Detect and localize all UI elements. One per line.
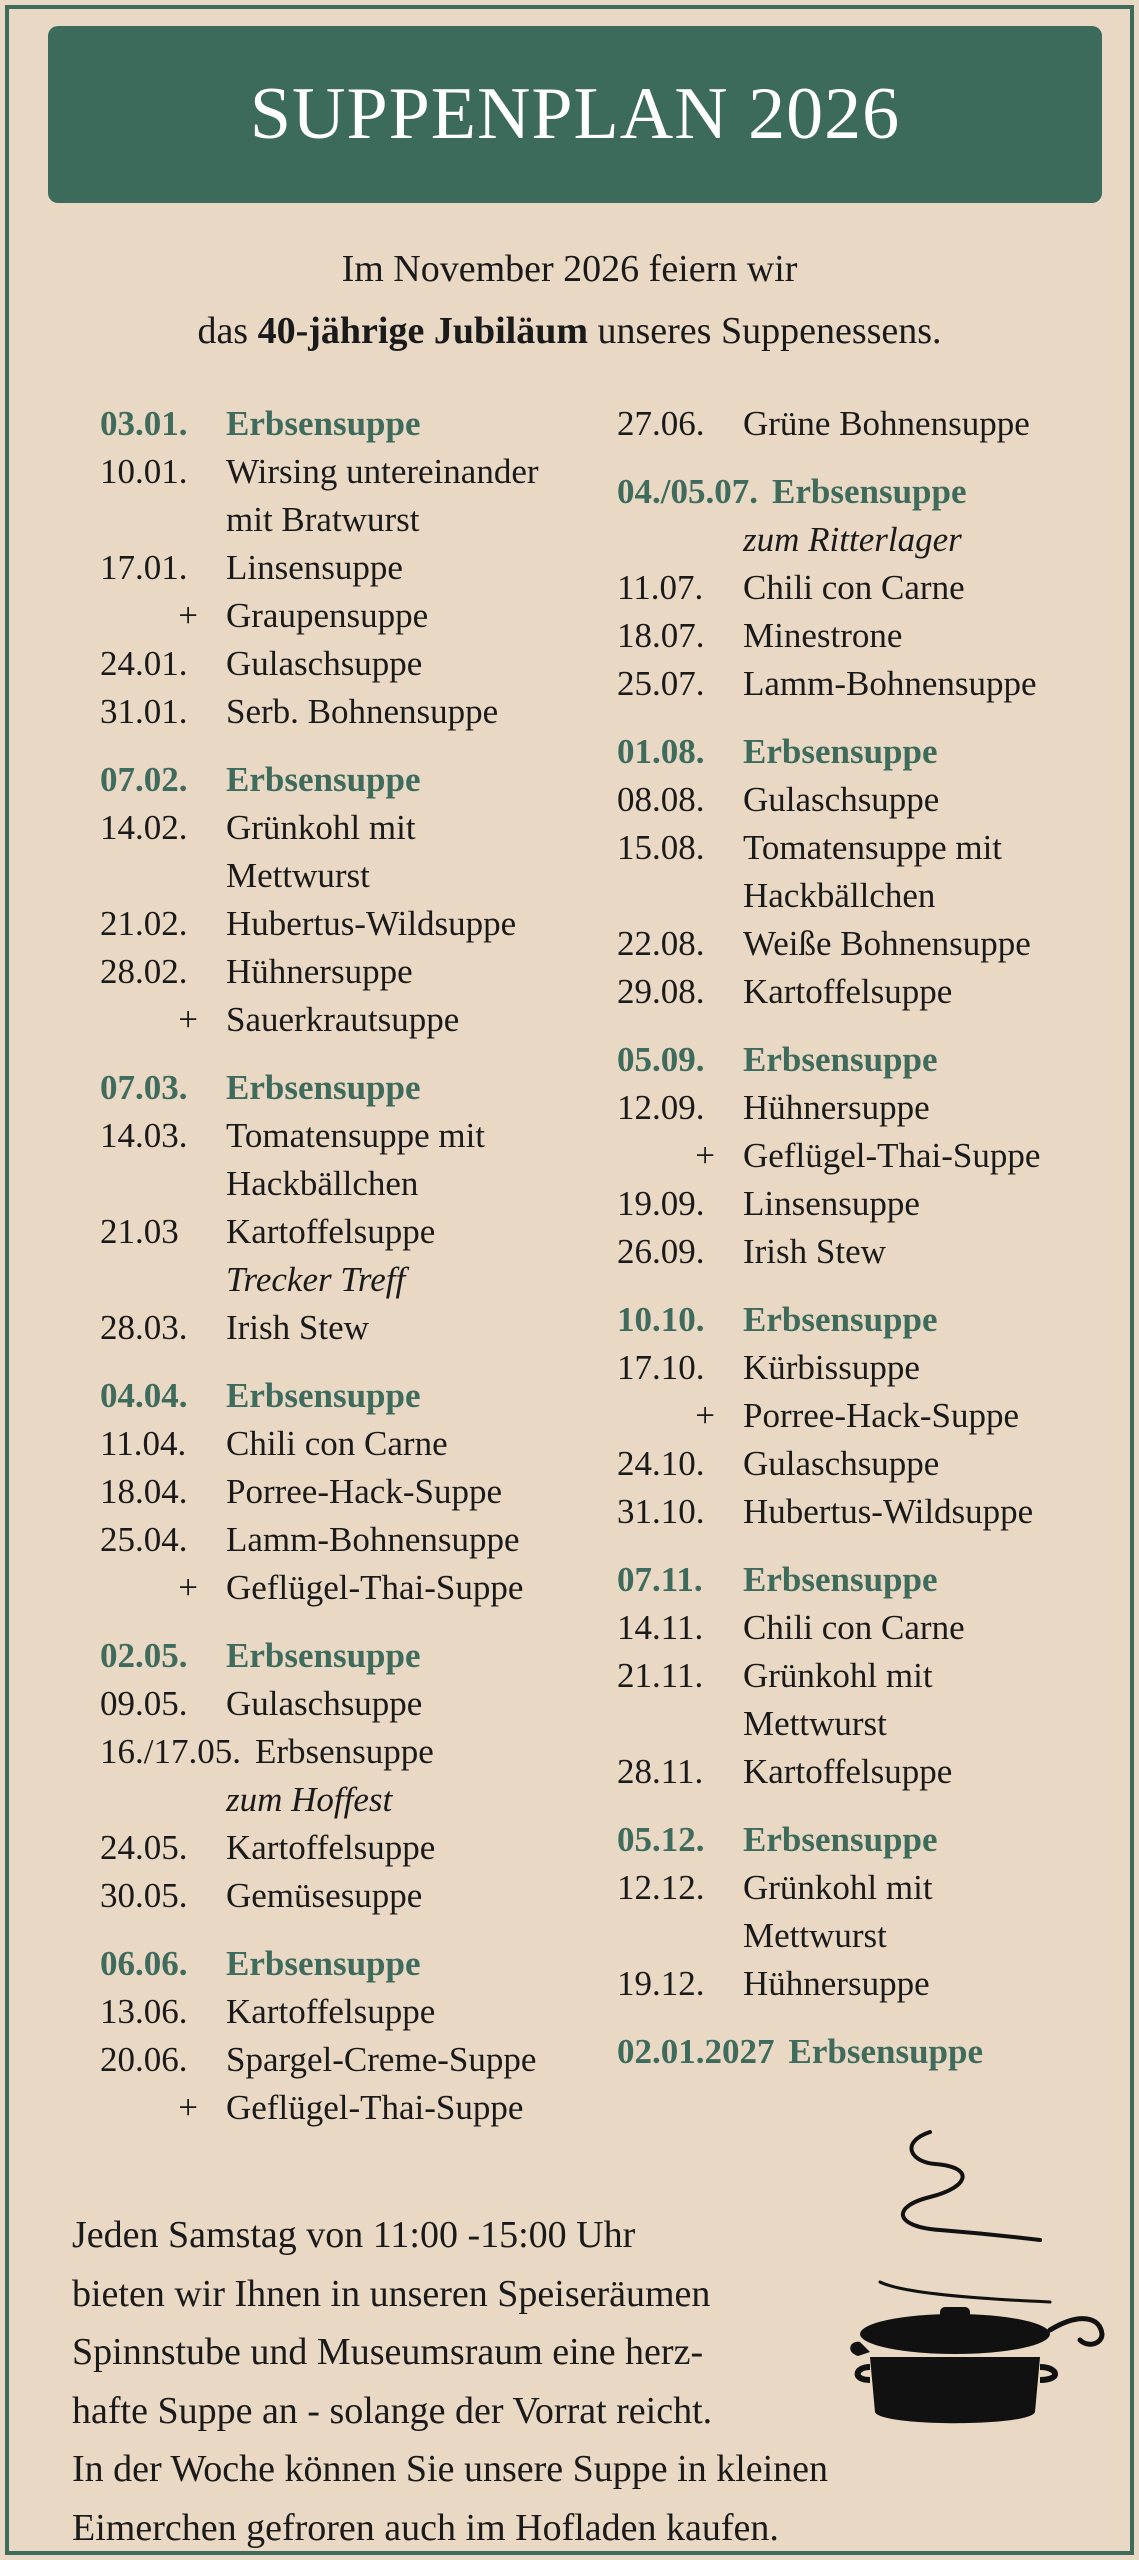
schedule-row xyxy=(617,1084,1127,1132)
schedule-row xyxy=(100,1256,620,1304)
schedule-date: 28.02. xyxy=(100,952,188,991)
schedule-date xyxy=(100,1256,226,1304)
soup-name: Erbsensuppe xyxy=(226,1376,421,1415)
schedule-date: 28.03. xyxy=(100,1308,188,1347)
soup-name: Wirsing untereinander xyxy=(226,452,539,491)
month-block xyxy=(617,1816,1127,2008)
schedule-date xyxy=(100,1776,226,1824)
month-block xyxy=(617,1036,1127,1276)
soup-name: Hühnersuppe xyxy=(743,1964,930,2003)
plus-marker: + xyxy=(695,1136,715,1175)
schedule-date: 09.05. xyxy=(100,1684,188,1723)
soup-name: Kürbissuppe xyxy=(743,1348,920,1387)
schedule-row-highlight xyxy=(100,1940,620,1988)
plus-marker: + xyxy=(695,1396,715,1435)
soup-name: Linsensuppe xyxy=(226,548,403,587)
schedule-date: 25.04. xyxy=(100,1520,188,1559)
schedule-date: 29.08. xyxy=(617,972,705,1011)
schedule-row xyxy=(617,1228,1127,1276)
schedule-row-highlight xyxy=(100,1372,620,1420)
month-block xyxy=(100,1632,620,1920)
schedule-date: 11.04. xyxy=(100,1424,187,1463)
schedule-date xyxy=(617,872,743,920)
schedule-date: 31.01. xyxy=(100,692,188,731)
intro-line-2-post: unseres Suppenessens. xyxy=(588,310,942,352)
plus-marker: + xyxy=(178,1568,198,1607)
schedule-row xyxy=(617,968,1127,1016)
schedule-row xyxy=(100,1564,620,1612)
schedule-date: 21.11. xyxy=(617,1656,704,1695)
schedule-date: 04./05.07. xyxy=(617,472,758,511)
event-note: zum Ritterlager xyxy=(743,520,962,559)
schedule-row-highlight xyxy=(617,1816,1127,1864)
month-block xyxy=(100,1940,620,2132)
schedule-row xyxy=(100,688,620,736)
event-note: Trecker Treff xyxy=(226,1260,406,1299)
schedule-date: 25.07. xyxy=(617,664,705,703)
schedule-row xyxy=(617,1864,1127,1912)
soup-name: Erbsensuppe xyxy=(743,732,938,771)
soup-name: Tomatensuppe mit xyxy=(226,1116,486,1155)
schedule-date: 28.11. xyxy=(617,1752,704,1791)
soup-name: Erbsensuppe xyxy=(771,472,967,511)
soup-name: Erbsensuppe xyxy=(226,404,421,443)
schedule-row xyxy=(100,496,620,544)
schedule-date: 21.02. xyxy=(100,904,188,943)
schedule-row xyxy=(100,1988,620,2036)
event-note: zum Hoffest xyxy=(226,1780,393,1819)
schedule-row-highlight xyxy=(100,756,620,804)
soup-name: Grünkohl mit xyxy=(226,808,416,847)
schedule-date: 12.09. xyxy=(617,1088,705,1127)
plus-marker: + xyxy=(178,1000,198,1039)
schedule-row-highlight xyxy=(617,2028,1127,2076)
soup-name: Mettwurst xyxy=(226,856,370,895)
soup-name: Kartoffelsuppe xyxy=(226,1828,436,1867)
month-block xyxy=(617,1296,1127,1536)
intro-line-2 xyxy=(0,300,1139,362)
soup-name: Linsensuppe xyxy=(743,1184,920,1223)
soup-name: Weiße Bohnensuppe xyxy=(743,924,1031,963)
schedule-date: 14.11. xyxy=(617,1608,704,1647)
schedule-row xyxy=(617,920,1127,968)
soup-name: Gulaschsuppe xyxy=(226,644,423,683)
month-block xyxy=(617,2028,1127,2076)
schedule-row-highlight xyxy=(100,1632,620,1680)
schedule-row xyxy=(100,1872,620,1920)
schedule-row xyxy=(100,1776,620,1824)
month-block xyxy=(617,400,1127,448)
schedule-row xyxy=(100,852,620,900)
soup-name: Hühnersuppe xyxy=(226,952,413,991)
schedule-date: 14.03. xyxy=(100,1116,188,1155)
schedule-row xyxy=(617,1912,1127,1960)
month-block xyxy=(617,1556,1127,1796)
schedule-row xyxy=(100,592,620,640)
schedule-date: 15.08. xyxy=(617,828,705,867)
schedule-row xyxy=(100,1824,620,1872)
soup-name: Erbsensuppe xyxy=(226,1636,421,1675)
soup-name: Spargel-Creme-Suppe xyxy=(226,2040,537,2079)
schedule-row xyxy=(617,516,1127,564)
schedule-date: 20.06. xyxy=(100,2040,188,2079)
month-block xyxy=(100,756,620,1044)
soup-name: Geflügel-Thai-Suppe xyxy=(743,1136,1041,1175)
schedule-date: 13.06. xyxy=(100,1992,188,2031)
soup-name: Lamm-Bohnensuppe xyxy=(743,664,1037,703)
schedule-date: 30.05. xyxy=(100,1876,188,1915)
schedule-date xyxy=(617,516,743,564)
plus-marker: + xyxy=(178,596,198,635)
schedule-row xyxy=(100,640,620,688)
schedule-column-left xyxy=(100,400,620,2152)
schedule-date xyxy=(100,852,226,900)
soup-name: Chili con Carne xyxy=(743,568,965,607)
schedule-date: 24.05. xyxy=(100,1828,188,1867)
soup-name: Chili con Carne xyxy=(743,1608,965,1647)
schedule-row xyxy=(100,1516,620,1564)
schedule-row xyxy=(100,1112,620,1160)
schedule-row xyxy=(617,1960,1127,2008)
schedule-row xyxy=(617,1132,1127,1180)
schedule-date: 31.10. xyxy=(617,1492,705,1531)
soup-name: Gulaschsuppe xyxy=(743,1444,940,1483)
footer-line: Spinnstube und Museumsraum eine herz- xyxy=(72,2331,704,2373)
schedule-row xyxy=(100,1680,620,1728)
footer-line: hafte Suppe an - solange der Vorrat reicht. xyxy=(72,2389,713,2432)
schedule-date: 16./17.05. xyxy=(100,1732,241,1771)
soup-name: Graupensuppe xyxy=(226,596,429,635)
schedule-row-highlight xyxy=(100,400,620,448)
soup-name: Gulaschsuppe xyxy=(226,1684,423,1723)
schedule-row xyxy=(617,564,1127,612)
schedule-date: 06.06. xyxy=(100,1944,188,1983)
soup-name: Hackbällchen xyxy=(743,876,936,915)
soup-name: Gulaschsuppe xyxy=(743,780,940,819)
soup-name: Hühnersuppe xyxy=(743,1088,930,1127)
schedule-row xyxy=(617,1344,1127,1392)
schedule-row xyxy=(617,824,1127,872)
soup-name: Grünkohl mit xyxy=(743,1868,933,1907)
schedule-date: 24.01. xyxy=(100,644,188,683)
schedule-date: 17.10. xyxy=(617,1348,705,1387)
schedule-date: 18.07. xyxy=(617,616,705,655)
schedule-date xyxy=(100,496,226,544)
schedule-row xyxy=(100,2084,620,2132)
soup-name: Erbsensuppe xyxy=(254,1732,434,1771)
soup-name: Irish Stew xyxy=(743,1232,886,1271)
month-block xyxy=(100,1372,620,1612)
schedule-date: 02.01.2027 xyxy=(617,2032,775,2071)
schedule-row xyxy=(100,2036,620,2084)
schedule-date: 10.10. xyxy=(617,1300,705,1339)
soup-name: Mettwurst xyxy=(743,1916,887,1955)
schedule-row-highlight xyxy=(617,1296,1127,1344)
schedule-date: 18.04. xyxy=(100,1472,188,1511)
schedule-date: 08.08. xyxy=(617,780,705,819)
schedule-date xyxy=(617,1700,743,1748)
month-block xyxy=(100,1064,620,1352)
soup-name: Kartoffelsuppe xyxy=(226,1212,436,1251)
schedule-date: 02.05. xyxy=(100,1636,188,1675)
soup-name: Hubertus-Wildsuppe xyxy=(743,1492,1034,1531)
soup-name: Geflügel-Thai-Suppe xyxy=(226,2088,524,2127)
schedule-date: 14.02. xyxy=(100,808,188,847)
soup-name: Kartoffelsuppe xyxy=(226,1992,436,2031)
soup-name: Erbsensuppe xyxy=(226,1068,421,1107)
soup-name: Erbsensuppe xyxy=(743,1820,938,1859)
soup-name: Mettwurst xyxy=(743,1704,887,1743)
schedule-date: 26.09. xyxy=(617,1232,705,1271)
schedule-date xyxy=(617,1912,743,1960)
intro-text xyxy=(0,238,1139,362)
schedule-row xyxy=(617,660,1127,708)
schedule-row xyxy=(100,996,620,1044)
schedule-row xyxy=(617,872,1127,920)
page-title: SUPPENPLAN 2026 xyxy=(249,73,901,155)
soup-name: Grünkohl mit xyxy=(743,1656,933,1695)
schedule-row xyxy=(100,948,620,996)
soup-name: Grüne Bohnensuppe xyxy=(743,404,1030,443)
schedule-row xyxy=(617,1652,1127,1700)
title-banner xyxy=(48,26,1102,203)
schedule-row xyxy=(100,1160,620,1208)
soup-name: Tomatensuppe mit xyxy=(743,828,1003,867)
month-block xyxy=(100,400,620,736)
soup-name: Hackbällchen xyxy=(226,1164,419,1203)
soup-name: Kartoffelsuppe xyxy=(743,1752,953,1791)
soup-pot-icon xyxy=(840,2112,1120,2432)
schedule-row xyxy=(100,1728,620,1776)
soup-name: Gemüsesuppe xyxy=(226,1876,423,1915)
schedule-date: 03.01. xyxy=(100,404,188,443)
soup-name: Porree-Hack-Suppe xyxy=(743,1396,1020,1435)
schedule-date: 19.12. xyxy=(617,1964,705,2003)
schedule-date: 10.01. xyxy=(100,452,188,491)
plus-marker: + xyxy=(178,2088,198,2127)
schedule-date: 01.08. xyxy=(617,732,705,771)
schedule-row xyxy=(617,1700,1127,1748)
footer-line: Jeden Samstag von 11:00 -15:00 Uhr xyxy=(72,2214,636,2256)
footer-line: In der Woche können Sie unsere Suppe in kleinen xyxy=(72,2448,829,2490)
schedule-row xyxy=(100,1468,620,1516)
soup-name: Geflügel-Thai-Suppe xyxy=(226,1568,524,1607)
schedule-row xyxy=(617,1748,1127,1796)
soup-name: Erbsensuppe xyxy=(788,2032,984,2071)
schedule-row xyxy=(100,1420,620,1468)
schedule-date: 07.11. xyxy=(617,1560,703,1599)
schedule-row xyxy=(100,1304,620,1352)
schedule-row xyxy=(617,612,1127,660)
schedule-date: 07.03. xyxy=(100,1068,188,1107)
soup-name: Hubertus-Wildsuppe xyxy=(226,904,517,943)
schedule-row xyxy=(100,1208,620,1256)
soup-name: Minestrone xyxy=(743,616,903,655)
soup-name: Chili con Carne xyxy=(226,1424,448,1463)
schedule-row xyxy=(100,900,620,948)
schedule-date: 19.09. xyxy=(617,1184,705,1223)
soup-name: Erbsensuppe xyxy=(743,1300,938,1339)
schedule-date: 04.04. xyxy=(100,1376,188,1415)
schedule-row xyxy=(617,1604,1127,1652)
schedule-date xyxy=(100,1160,226,1208)
soup-name: Kartoffelsuppe xyxy=(743,972,953,1011)
schedule-row xyxy=(617,1440,1127,1488)
schedule-row xyxy=(617,1392,1127,1440)
month-block xyxy=(617,468,1127,708)
soup-name: Erbsensuppe xyxy=(743,1560,938,1599)
soup-name: Erbsensuppe xyxy=(743,1040,938,1079)
schedule-date: 12.12. xyxy=(617,1868,705,1907)
schedule-row-highlight xyxy=(617,1036,1127,1084)
schedule-date: 17.01. xyxy=(100,548,188,587)
footer-line: bieten wir Ihnen in unseren Speiseräumen xyxy=(72,2272,711,2315)
schedule-row-highlight xyxy=(617,728,1127,776)
schedule-row xyxy=(100,448,620,496)
schedule-date: 11.07. xyxy=(617,568,704,607)
schedule-row xyxy=(100,804,620,852)
soup-name: Porree-Hack-Suppe xyxy=(226,1472,503,1511)
schedule-date: 05.09. xyxy=(617,1040,705,1079)
schedule-row xyxy=(617,776,1127,824)
schedule-date: 21.03 xyxy=(100,1212,179,1251)
anniversary-highlight: 40-jährige Jubiläum xyxy=(257,310,588,352)
schedule-row xyxy=(617,1180,1127,1228)
schedule-row-highlight xyxy=(617,468,1127,516)
intro-line-1: Im November 2026 feiern wir xyxy=(341,248,798,290)
soup-name: Erbsensuppe xyxy=(226,760,421,799)
schedule-date: 22.08. xyxy=(617,924,705,963)
schedule-row xyxy=(617,1488,1127,1536)
schedule-row xyxy=(617,400,1127,448)
schedule-date: 05.12. xyxy=(617,1820,705,1859)
schedule-date: 24.10. xyxy=(617,1444,705,1483)
schedule-date: 07.02. xyxy=(100,760,188,799)
soup-name: mit Bratwurst xyxy=(226,500,420,539)
schedule-row-highlight xyxy=(617,1556,1127,1604)
soup-name: Irish Stew xyxy=(226,1308,369,1347)
intro-line-2-pre: das xyxy=(197,310,258,352)
soup-name: Lamm-Bohnensuppe xyxy=(226,1520,520,1559)
schedule-date: 27.06. xyxy=(617,404,705,443)
schedule-row-highlight xyxy=(100,1064,620,1112)
footer-line: Eimerchen gefroren auch im Hofladen kaufen. xyxy=(72,2506,779,2549)
schedule-row xyxy=(100,544,620,592)
schedule-column-right xyxy=(617,400,1127,2096)
month-block xyxy=(617,728,1127,1016)
soup-name: Erbsensuppe xyxy=(226,1944,421,1983)
soup-name: Sauerkrautsuppe xyxy=(226,1000,460,1039)
soup-name: Serb. Bohnensuppe xyxy=(226,692,499,731)
